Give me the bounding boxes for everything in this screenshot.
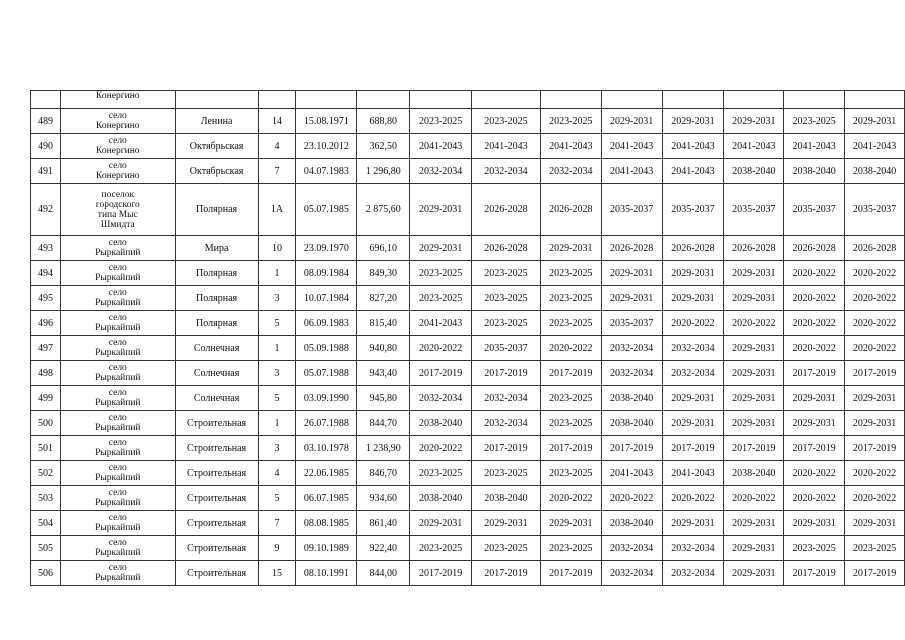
period-cell: 2029-2031	[724, 411, 784, 436]
locality-cell: село Рыркайпий	[60, 461, 175, 486]
period-cell: 2032-2034	[601, 561, 662, 586]
period-cell: 2041-2043	[410, 311, 472, 336]
area-cell: 688,80	[357, 109, 410, 134]
period-cell: 2026-2028	[845, 236, 905, 261]
house-number-cell: 10	[258, 236, 296, 261]
street-cell: Солнечная	[175, 336, 258, 361]
period-cell: 2041-2043	[601, 159, 662, 184]
period-cell: 2023-2025	[540, 386, 601, 411]
period-cell	[601, 91, 662, 109]
period-cell: 2041-2043	[845, 134, 905, 159]
area-cell: 1 296,80	[357, 159, 410, 184]
period-cell: 2023-2025	[472, 109, 541, 134]
street-cell: Строительная	[175, 461, 258, 486]
period-cell: 2032-2034	[410, 159, 472, 184]
period-cell: 2017-2019	[601, 436, 662, 461]
street-cell: Полярная	[175, 286, 258, 311]
period-cell: 2023-2025	[410, 109, 472, 134]
period-cell: 2041-2043	[784, 134, 845, 159]
period-cell: 2029-2031	[601, 109, 662, 134]
table-row	[31, 536, 905, 561]
table-row	[31, 561, 905, 586]
house-number-cell: 5	[258, 486, 296, 511]
period-cell: 2020-2022	[845, 311, 905, 336]
period-cell: 2023-2025	[410, 536, 472, 561]
locality-cell: село Рыркайпий	[60, 286, 175, 311]
period-cell: 2029-2031	[662, 411, 724, 436]
period-cell: 2032-2034	[410, 386, 472, 411]
period-cell: 2023-2025	[540, 311, 601, 336]
area-cell: 861,40	[357, 511, 410, 536]
period-cell: 2041-2043	[601, 134, 662, 159]
period-cell: 2029-2031	[724, 109, 784, 134]
period-cell: 2020-2022	[410, 436, 472, 461]
row-number-cell	[31, 91, 61, 109]
period-cell: 2029-2031	[724, 336, 784, 361]
period-cell	[784, 91, 845, 109]
period-cell: 2035-2037	[662, 184, 724, 236]
house-number-cell	[258, 91, 296, 109]
row-number-cell: 506	[31, 561, 61, 586]
period-cell: 2029-2031	[845, 386, 905, 411]
period-cell: 2026-2028	[472, 184, 541, 236]
period-cell: 2029-2031	[662, 261, 724, 286]
period-cell: 2029-2031	[540, 236, 601, 261]
house-number-cell: 14	[258, 109, 296, 134]
period-cell: 2032-2034	[662, 336, 724, 361]
period-cell: 2029-2031	[662, 109, 724, 134]
street-cell: Строительная	[175, 486, 258, 511]
period-cell: 2017-2019	[472, 436, 541, 461]
period-cell: 2041-2043	[662, 159, 724, 184]
period-cell: 2020-2022	[784, 311, 845, 336]
street-cell: Ленина	[175, 109, 258, 134]
area-cell: 2 875,60	[357, 184, 410, 236]
house-number-cell: 1А	[258, 184, 296, 236]
period-cell: 2038-2040	[784, 159, 845, 184]
year-built-cell: 26.07.1988	[296, 411, 357, 436]
period-cell: 2035-2037	[784, 184, 845, 236]
row-number-cell: 504	[31, 511, 61, 536]
period-cell: 2020-2022	[845, 286, 905, 311]
period-cell: 2029-2031	[601, 261, 662, 286]
period-cell: 2032-2034	[662, 361, 724, 386]
year-built-cell: 06.09.1983	[296, 311, 357, 336]
period-cell: 2041-2043	[662, 134, 724, 159]
period-cell: 2035-2037	[724, 184, 784, 236]
period-cell: 2029-2031	[784, 511, 845, 536]
area-cell: 362,50	[357, 134, 410, 159]
period-cell: 2023-2025	[540, 461, 601, 486]
period-cell: 2020-2022	[784, 261, 845, 286]
period-cell: 2023-2025	[540, 261, 601, 286]
row-number-cell: 496	[31, 311, 61, 336]
period-cell: 2032-2034	[601, 361, 662, 386]
period-cell: 2023-2025	[472, 311, 541, 336]
year-built-cell: 15.08.1971	[296, 109, 357, 134]
period-cell	[724, 91, 784, 109]
year-built-cell: 03.09.1990	[296, 386, 357, 411]
period-cell	[845, 91, 905, 109]
period-cell: 2023-2025	[540, 109, 601, 134]
period-cell: 2029-2031	[784, 411, 845, 436]
locality-cell: поселок городского типа Мыс Шмидта	[60, 184, 175, 236]
period-cell: 2029-2031	[724, 261, 784, 286]
locality-cell: село Рыркайпий	[60, 386, 175, 411]
period-cell: 2017-2019	[784, 561, 845, 586]
house-number-cell: 1	[258, 261, 296, 286]
period-cell: 2017-2019	[540, 361, 601, 386]
period-cell: 2038-2040	[410, 486, 472, 511]
housing-repair-schedule-table	[30, 90, 905, 586]
house-number-cell: 3	[258, 361, 296, 386]
period-cell: 2041-2043	[540, 134, 601, 159]
house-number-cell: 15	[258, 561, 296, 586]
area-cell: 827,20	[357, 286, 410, 311]
row-number-cell: 497	[31, 336, 61, 361]
table-row	[31, 436, 905, 461]
area-cell: 815,40	[357, 311, 410, 336]
period-cell: 2023-2025	[410, 461, 472, 486]
street-cell: Полярная	[175, 311, 258, 336]
period-cell: 2029-2031	[662, 286, 724, 311]
period-cell: 2032-2034	[472, 386, 541, 411]
period-cell: 2032-2034	[472, 159, 541, 184]
period-cell: 2017-2019	[845, 561, 905, 586]
period-cell: 2023-2025	[540, 536, 601, 561]
area-cell: 943,40	[357, 361, 410, 386]
locality-cell: село Рыркайпий	[60, 261, 175, 286]
table-row	[31, 486, 905, 511]
row-number-cell: 493	[31, 236, 61, 261]
period-cell: 2029-2031	[724, 286, 784, 311]
table-row	[31, 411, 905, 436]
house-number-cell: 5	[258, 311, 296, 336]
area-cell	[357, 91, 410, 109]
period-cell: 2017-2019	[472, 561, 541, 586]
street-cell: Солнечная	[175, 386, 258, 411]
area-cell: 844,00	[357, 561, 410, 586]
table-row	[31, 336, 905, 361]
year-built-cell: 08.10.1991	[296, 561, 357, 586]
period-cell: 2038-2040	[845, 159, 905, 184]
locality-cell: село Рыркайпий	[60, 411, 175, 436]
locality-cell: село Рыркайпий	[60, 436, 175, 461]
row-number-cell: 498	[31, 361, 61, 386]
period-cell: 2017-2019	[472, 361, 541, 386]
locality-cell: село Рыркайпий	[60, 336, 175, 361]
street-cell: Октябрьская	[175, 134, 258, 159]
period-cell: 2029-2031	[472, 511, 541, 536]
period-cell: 2029-2031	[724, 561, 784, 586]
period-cell: 2029-2031	[845, 511, 905, 536]
area-cell: 844,70	[357, 411, 410, 436]
period-cell: 2017-2019	[784, 361, 845, 386]
period-cell: 2038-2040	[601, 411, 662, 436]
period-cell: 2020-2022	[784, 461, 845, 486]
row-number-cell: 489	[31, 109, 61, 134]
row-number-cell: 495	[31, 286, 61, 311]
table-row	[31, 461, 905, 486]
period-cell: 2023-2025	[472, 461, 541, 486]
year-built-cell: 05.07.1985	[296, 184, 357, 236]
row-number-cell: 490	[31, 134, 61, 159]
period-cell	[662, 91, 724, 109]
street-cell	[175, 91, 258, 109]
period-cell: 2035-2037	[845, 184, 905, 236]
period-cell: 2017-2019	[540, 561, 601, 586]
period-cell: 2029-2031	[724, 361, 784, 386]
period-cell: 2020-2022	[540, 336, 601, 361]
period-cell: 2029-2031	[662, 511, 724, 536]
period-cell: 2026-2028	[472, 236, 541, 261]
house-number-cell: 3	[258, 286, 296, 311]
house-number-cell: 7	[258, 511, 296, 536]
period-cell: 2017-2019	[845, 436, 905, 461]
locality-cell: село Рыркайпий	[60, 361, 175, 386]
period-cell: 2029-2031	[540, 511, 601, 536]
table-row	[31, 109, 905, 134]
period-cell: 2026-2028	[724, 236, 784, 261]
period-cell: 2038-2040	[472, 486, 541, 511]
period-cell: 2029-2031	[410, 511, 472, 536]
table-row	[31, 261, 905, 286]
period-cell: 2023-2025	[784, 109, 845, 134]
area-cell: 849,30	[357, 261, 410, 286]
year-built-cell: 10.07.1984	[296, 286, 357, 311]
period-cell: 2023-2025	[410, 286, 472, 311]
row-number-cell: 505	[31, 536, 61, 561]
street-cell: Мира	[175, 236, 258, 261]
period-cell: 2026-2028	[662, 236, 724, 261]
area-cell: 945,80	[357, 386, 410, 411]
locality-cell: село Рыркайпий	[60, 511, 175, 536]
house-number-cell: 5	[258, 386, 296, 411]
continuation-row	[31, 91, 905, 109]
period-cell: 2017-2019	[410, 361, 472, 386]
period-cell: 2041-2043	[601, 461, 662, 486]
period-cell: 2035-2037	[601, 184, 662, 236]
period-cell: 2020-2022	[724, 486, 784, 511]
house-number-cell: 3	[258, 436, 296, 461]
year-built-cell: 08.08.1985	[296, 511, 357, 536]
period-cell: 2023-2025	[540, 286, 601, 311]
period-cell: 2029-2031	[845, 109, 905, 134]
period-cell: 2023-2025	[784, 536, 845, 561]
area-cell: 934,60	[357, 486, 410, 511]
period-cell: 2023-2025	[472, 536, 541, 561]
period-cell: 2023-2025	[472, 286, 541, 311]
table-row	[31, 511, 905, 536]
house-number-cell: 4	[258, 134, 296, 159]
row-number-cell: 494	[31, 261, 61, 286]
area-cell: 940,80	[357, 336, 410, 361]
period-cell: 2017-2019	[845, 361, 905, 386]
period-cell: 2032-2034	[472, 411, 541, 436]
street-cell: Полярная	[175, 261, 258, 286]
period-cell	[410, 91, 472, 109]
period-cell: 2020-2022	[845, 336, 905, 361]
period-cell: 2020-2022	[784, 486, 845, 511]
period-cell: 2041-2043	[724, 134, 784, 159]
period-cell: 2032-2034	[662, 536, 724, 561]
period-cell: 2029-2031	[845, 411, 905, 436]
period-cell: 2032-2034	[601, 536, 662, 561]
year-built-cell: 03.10.1978	[296, 436, 357, 461]
house-number-cell: 1	[258, 411, 296, 436]
period-cell: 2041-2043	[662, 461, 724, 486]
row-number-cell: 499	[31, 386, 61, 411]
period-cell: 2026-2028	[784, 236, 845, 261]
house-number-cell: 1	[258, 336, 296, 361]
period-cell: 2020-2022	[784, 336, 845, 361]
year-built-cell: 22.06.1985	[296, 461, 357, 486]
locality-cell: село Конергино	[60, 109, 175, 134]
house-number-cell: 7	[258, 159, 296, 184]
street-cell: Полярная	[175, 184, 258, 236]
year-built-cell: 08.09.1984	[296, 261, 357, 286]
locality-cell: Конергино	[60, 91, 175, 109]
street-cell: Строительная	[175, 536, 258, 561]
period-cell: 2038-2040	[410, 411, 472, 436]
street-cell: Строительная	[175, 436, 258, 461]
table-row	[31, 386, 905, 411]
period-cell: 2017-2019	[410, 561, 472, 586]
area-cell: 696,10	[357, 236, 410, 261]
year-built-cell: 04.07.1983	[296, 159, 357, 184]
period-cell: 2035-2037	[601, 311, 662, 336]
locality-cell: село Рыркайпий	[60, 561, 175, 586]
period-cell: 2020-2022	[724, 311, 784, 336]
period-cell: 2029-2031	[784, 386, 845, 411]
period-cell	[472, 91, 541, 109]
locality-cell: село Конергино	[60, 134, 175, 159]
period-cell: 2029-2031	[410, 236, 472, 261]
period-cell: 2032-2034	[662, 561, 724, 586]
period-cell: 2029-2031	[724, 511, 784, 536]
table-row	[31, 184, 905, 236]
period-cell: 2029-2031	[724, 536, 784, 561]
table-row	[31, 361, 905, 386]
period-cell: 2041-2043	[410, 134, 472, 159]
locality-cell: село Рыркайпий	[60, 486, 175, 511]
period-cell: 2020-2022	[845, 461, 905, 486]
period-cell: 2038-2040	[724, 159, 784, 184]
period-cell: 2032-2034	[601, 336, 662, 361]
period-cell: 2020-2022	[601, 486, 662, 511]
street-cell: Строительная	[175, 411, 258, 436]
street-cell: Строительная	[175, 561, 258, 586]
period-cell: 2020-2022	[662, 486, 724, 511]
period-cell: 2029-2031	[724, 386, 784, 411]
period-cell: 2023-2025	[845, 536, 905, 561]
row-number-cell: 502	[31, 461, 61, 486]
period-cell: 2020-2022	[410, 336, 472, 361]
locality-cell: село Рыркайпий	[60, 236, 175, 261]
period-cell: 2026-2028	[601, 236, 662, 261]
table-body	[31, 91, 905, 586]
row-number-cell: 500	[31, 411, 61, 436]
period-cell: 2026-2028	[540, 184, 601, 236]
house-number-cell: 9	[258, 536, 296, 561]
year-built-cell: 23.09.1970	[296, 236, 357, 261]
period-cell: 2020-2022	[784, 286, 845, 311]
year-built-cell: 06.07.1985	[296, 486, 357, 511]
row-number-cell: 503	[31, 486, 61, 511]
area-cell: 1 238,90	[357, 436, 410, 461]
locality-cell: село Рыркайпий	[60, 536, 175, 561]
table-row	[31, 286, 905, 311]
street-cell: Строительная	[175, 511, 258, 536]
year-built-cell: 05.09.1988	[296, 336, 357, 361]
period-cell: 2038-2040	[724, 461, 784, 486]
year-built-cell: 09.10.1989	[296, 536, 357, 561]
period-cell: 2020-2022	[845, 486, 905, 511]
period-cell: 2023-2025	[410, 261, 472, 286]
period-cell: 2035-2037	[472, 336, 541, 361]
row-number-cell: 492	[31, 184, 61, 236]
period-cell: 2020-2022	[662, 311, 724, 336]
year-built-cell: 05.07.1988	[296, 361, 357, 386]
table-row	[31, 311, 905, 336]
year-built-cell: 23.10.2012	[296, 134, 357, 159]
locality-cell: село Рыркайпий	[60, 311, 175, 336]
table-row	[31, 159, 905, 184]
period-cell: 2038-2040	[601, 386, 662, 411]
period-cell: 2029-2031	[662, 386, 724, 411]
period-cell: 2038-2040	[601, 511, 662, 536]
period-cell: 2023-2025	[540, 411, 601, 436]
period-cell: 2017-2019	[784, 436, 845, 461]
table-row	[31, 134, 905, 159]
year-built-cell	[296, 91, 357, 109]
period-cell: 2017-2019	[724, 436, 784, 461]
row-number-cell: 501	[31, 436, 61, 461]
area-cell: 846,70	[357, 461, 410, 486]
area-cell: 922,40	[357, 536, 410, 561]
street-cell: Октябрьская	[175, 159, 258, 184]
table-row	[31, 236, 905, 261]
period-cell: 2032-2034	[540, 159, 601, 184]
row-number-cell: 491	[31, 159, 61, 184]
period-cell: 2029-2031	[410, 184, 472, 236]
street-cell: Солнечная	[175, 361, 258, 386]
period-cell: 2029-2031	[601, 286, 662, 311]
locality-cell: село Конергино	[60, 159, 175, 184]
period-cell: 2023-2025	[472, 261, 541, 286]
house-number-cell: 4	[258, 461, 296, 486]
period-cell	[540, 91, 601, 109]
period-cell: 2020-2022	[540, 486, 601, 511]
period-cell: 2017-2019	[540, 436, 601, 461]
period-cell: 2017-2019	[662, 436, 724, 461]
period-cell: 2041-2043	[472, 134, 541, 159]
period-cell: 2020-2022	[845, 261, 905, 286]
